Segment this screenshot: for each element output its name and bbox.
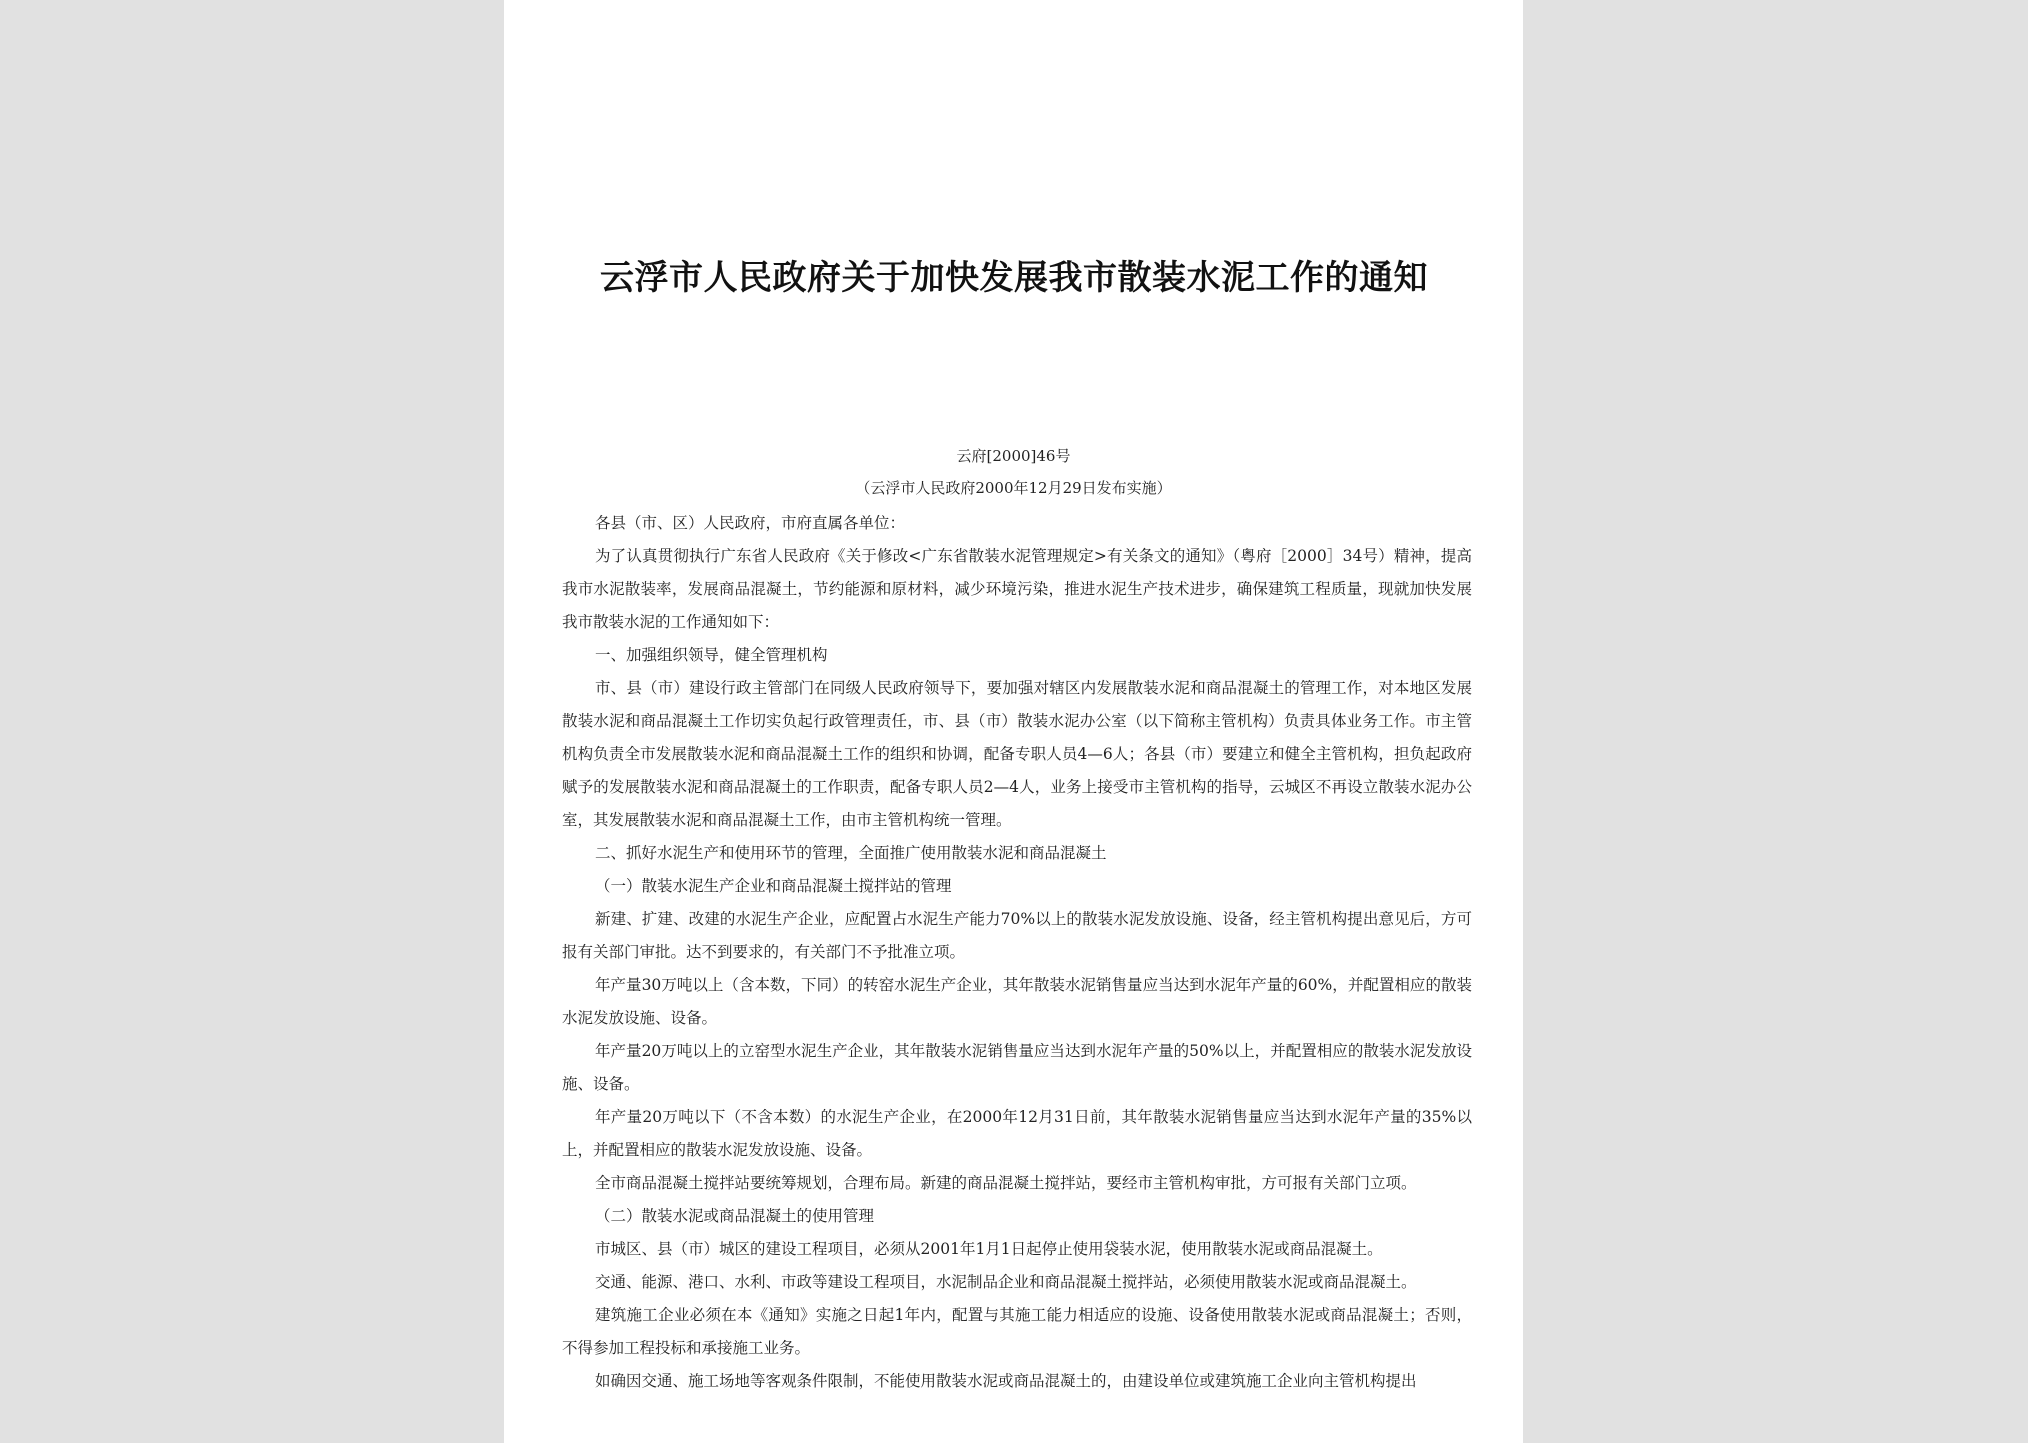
paragraph: 交通、能源、港口、水利、市政等建设工程项目，水泥制品企业和商品混凝土搅拌站，必须使用散装水泥或商品混凝土。 bbox=[595, 1273, 1417, 1291]
document-number: 云府[2000]46号 bbox=[956, 447, 1071, 465]
paragraph: 新建、扩建、改建的水泥生产企业，应配置占水泥生产能力70%以上的散装水泥发放设施、设备，经主管机构提出意见后，方可报有关部门审批。达不到要求的，有关部门不予批准立项。 bbox=[562, 910, 1472, 961]
paragraph: 建筑施工企业必须在本《通知》实施之日起1年内，配置与其施工能力相适应的设施、设备使用散装水泥或商品混凝土；否则，不得参加工程投标和承接施工业务。 bbox=[562, 1306, 1472, 1357]
document-title: 云浮市人民政府关于加快发展我市散装水泥工作的通知 bbox=[600, 258, 1428, 298]
paragraph: 市、县（市）建设行政主管部门在同级人民政府领导下，要加强对辖区内发展散装水泥和商品混凝土的管理工作，对本地区发展散装水泥和商品混凝土工作切实负起行政管理责任，市、县（市）散装水泥办公室（以下简称主管机构）负责具体业务工作。市主管机构负责全市发展散装水泥和商品混凝土工作的组织和协调，配备专职人员4—6人；各县（市）要建立和健全主管机构，担负起政府赋予的发展散装水泥和商品混凝土的工作职责，配备专职人员2—4人，业务上接受市主管机构的指导，云城区不再设立散装水泥办公室，其发展散装水泥和商品混凝土工作，由市主管机构统一管理。 bbox=[562, 679, 1472, 829]
section-heading: 二、抓好水泥生产和使用环节的管理，全面推广使用散装水泥和商品混凝土 bbox=[595, 844, 1107, 862]
paragraph: 年产量30万吨以上（含本数，下同）的转窑水泥生产企业，其年散装水泥销售量应当达到水泥年产量的60%，并配置相应的散装水泥发放设施、设备。 bbox=[562, 976, 1472, 1027]
subsection-heading: （一）散装水泥生产企业和商品混凝土搅拌站的管理 bbox=[595, 877, 952, 895]
document-body bbox=[562, 507, 1472, 1398]
paragraph: 年产量20万吨以下（不含本数）的水泥生产企业，在2000年12月31日前，其年散装水泥销售量应当达到水泥年产量的35%以上，并配置相应的散装水泥发放设施、设备。 bbox=[562, 1108, 1472, 1159]
subsection-heading: （二）散装水泥或商品混凝土的使用管理 bbox=[595, 1207, 875, 1225]
paragraph: 年产量20万吨以上的立窑型水泥生产企业，其年散装水泥销售量应当达到水泥年产量的50%以上，并配置相应的散装水泥发放设施、设备。 bbox=[562, 1042, 1472, 1093]
paragraph: 全市商品混凝土搅拌站要统筹规划，合理布局。新建的商品混凝土搅拌站，要经市主管机构审批，方可报有关部门立项。 bbox=[595, 1174, 1417, 1192]
issue-note: （云浮市人民政府2000年12月29日发布实施） bbox=[855, 479, 1172, 497]
document-page bbox=[504, 0, 1523, 1443]
paragraph: 市城区、县（市）城区的建设工程项目，必须从2001年1月1日起停止使用袋装水泥，使用散装水泥或商品混凝土。 bbox=[595, 1240, 1383, 1258]
section-heading: 一、加强组织领导，健全管理机构 bbox=[595, 646, 828, 664]
paragraph: 如确因交通、施工场地等客观条件限制，不能使用散装水泥或商品混凝土的，由建设单位或建筑施工企业向主管机构提出 bbox=[595, 1372, 1417, 1390]
paragraph: 为了认真贯彻执行广东省人民政府《关于修改<广东省散装水泥管理规定>有关条文的通知》（粤府［2000］34号）精神，提高我市水泥散装率，发展商品混凝土，节约能源和原材料，减少环境污染，推进水泥生产技术进步，确保建筑工程质量，现就加快发展我市散装水泥的工作通知如下： bbox=[562, 547, 1472, 631]
salutation: 各县（市、区）人民政府，市府直属各单位： bbox=[595, 514, 906, 532]
